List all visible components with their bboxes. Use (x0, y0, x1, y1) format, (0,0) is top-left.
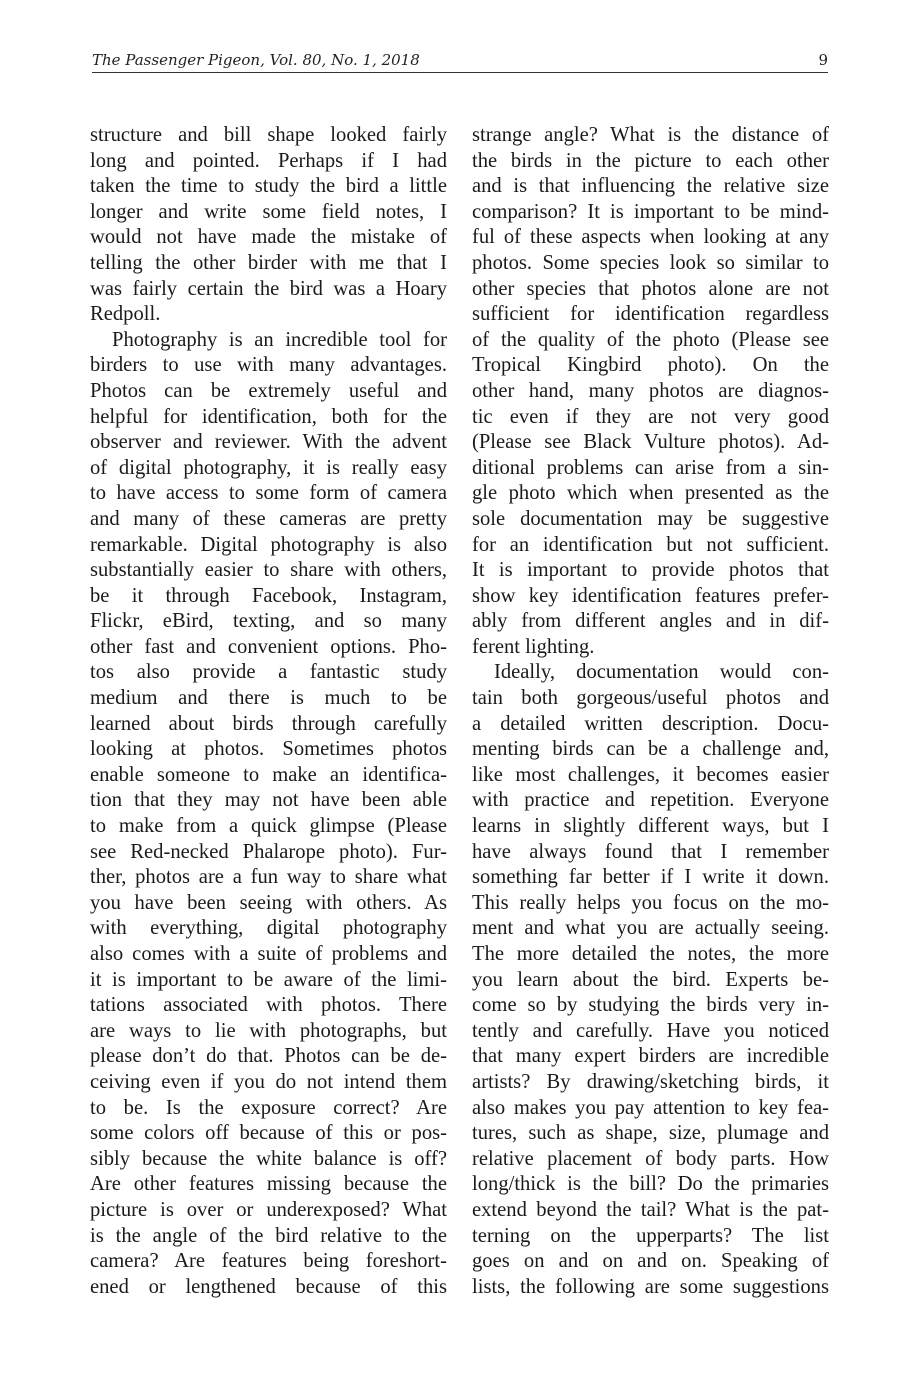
text-line: long and pointed. Perhaps if I had (90, 149, 447, 172)
text-line: The more detailed the notes, the more (472, 943, 829, 965)
text-line: sole documentation may be suggestive (472, 507, 829, 530)
text-line: Redpoll. (90, 303, 161, 326)
text-line: birders to use with many advantages. (90, 354, 447, 377)
text-line: have always found that I remember (472, 840, 829, 863)
text-line: ably from different angles and in dif- (472, 610, 829, 633)
text-line: sufficient for identification regardless (472, 303, 829, 326)
text-line: medium and there is much to be (90, 687, 447, 710)
text-line: that many expert birders are incredible (472, 1045, 829, 1068)
text-line: are ways to lie with photographs, but (90, 1019, 447, 1042)
text-line: of the quality of the photo (Please see (472, 328, 829, 351)
text-line: the birds in the picture to each other (472, 149, 829, 172)
right-column (472, 123, 829, 1300)
text-line: tations associated with photos. There (90, 994, 447, 1017)
text-line: extend beyond the tail? What is the pat- (472, 1198, 829, 1221)
text-line: please don’t do that. Photos can be de- (90, 1045, 447, 1068)
text-line: Photos can be extremely useful and (90, 379, 447, 402)
text-line: comparison? It is important to be mind- (472, 200, 829, 223)
text-line: Flickr, eBird, texting, and so many (90, 610, 447, 633)
text-line: to be. Is the exposure correct? Are (90, 1096, 447, 1119)
text-line: long/thick is the bill? Do the primaries (472, 1173, 829, 1196)
text-line: ment and what you are actually seeing. (472, 917, 829, 940)
text-line: artists? By drawing/sketching birds, it (472, 1070, 829, 1093)
text-line: is the angle of the bird relative to the (90, 1224, 447, 1247)
text-line: tos also provide a fantastic study (90, 661, 447, 684)
text-line: substantially easier to share with others, (90, 559, 447, 582)
text-line: to have access to some form of camera (90, 482, 447, 505)
text-line: menting birds can be a challenge and, (472, 738, 829, 761)
text-line: and many of these cameras are pretty (90, 507, 447, 530)
text-line: lists, the following are some suggestions (472, 1275, 829, 1298)
text-line: tic even if they are not very good (472, 405, 829, 428)
text-line: This really helps you focus on the mo- (472, 891, 829, 914)
text-line: camera? Are features being foreshort- (90, 1250, 447, 1273)
text-line: ful of these aspects when looking at any (472, 226, 829, 249)
text-line: Ideally, documentation would con- (494, 661, 829, 684)
text-line: taken the time to study the bird a little (90, 175, 447, 198)
text-line: a detailed written description. Docu- (472, 712, 829, 735)
text-line: something far better if I write it down. (472, 866, 829, 889)
text-line: Tropical Kingbird photo). On the (472, 354, 829, 377)
text-line: other hand, many photos are diagnos- (472, 379, 829, 402)
text-line: ther, photos are a fun way to share what (90, 866, 447, 889)
text-line: strange angle? What is the distance of (472, 124, 829, 146)
text-line: for an identification but not sufficient. (472, 533, 829, 556)
text-line: learned about birds through carefully (90, 712, 447, 735)
text-line: see Red-necked Phalarope photo). Fur- (90, 840, 447, 863)
text-line: you have been seeing with others. As (90, 891, 447, 914)
text-line: telling the other birder with me that I (90, 251, 447, 274)
text-line: be it through Facebook, Instagram, (90, 584, 447, 607)
text-line: learns in slightly different ways, but I (472, 815, 829, 838)
text-line: observer and reviewer. With the advent (90, 431, 447, 454)
text-line: remarkable. Digital photography is also (90, 533, 447, 556)
text-line: helpful for identification, both for the (90, 405, 447, 428)
text-line: goes on and on and on. Speaking of (472, 1250, 829, 1273)
text-line: like most challenges, it becomes easier (472, 763, 829, 786)
text-line: some colors off because of this or pos- (90, 1122, 447, 1145)
text-line: was fairly certain the bird was a Hoary (90, 277, 447, 300)
header-rule (92, 72, 828, 73)
text-line: Are other features missing because the (90, 1173, 447, 1196)
text-line: other species that photos alone are not (472, 277, 829, 300)
text-line: ditional problems can arise from a sin- (472, 456, 829, 479)
text-line: come so by studying the birds very in- (472, 994, 829, 1017)
text-line: you learn about the bird. Experts be- (472, 968, 829, 991)
text-line: also comes with a suite of problems and (90, 943, 447, 965)
text-line: structure and bill shape looked fairly (90, 124, 447, 146)
text-line: terning on the upperparts? The list (472, 1224, 829, 1247)
text-line: tion that they may not have been able (90, 789, 447, 812)
text-line: with everything, digital photography (90, 917, 447, 940)
text-line: sibly because the white balance is off? (90, 1147, 447, 1170)
text-line: also makes you pay attention to key fea- (472, 1096, 829, 1119)
text-line: ferent lighting. (472, 635, 595, 658)
text-line: would not have made the mistake of (90, 226, 447, 249)
text-line: it is important to be aware of the limi- (90, 968, 447, 991)
running-head (92, 50, 828, 70)
text-line: enable someone to make an identifica- (90, 763, 447, 786)
text-line: show key identification features prefer- (472, 584, 829, 607)
text-line: to make from a quick glimpse (Please (90, 815, 447, 838)
text-line: (Please see Black Vulture photos). Ad- (472, 431, 829, 454)
text-line: of digital photography, it is really easy (90, 456, 447, 479)
text-line: relative placement of body parts. How (472, 1147, 829, 1170)
left-column (90, 123, 447, 1300)
text-line: and is that influencing the relative size (472, 175, 829, 198)
text-line: It is important to provide photos that (472, 559, 829, 582)
text-line: looking at photos. Sometimes photos (90, 738, 447, 761)
text-line: other fast and convenient options. Pho- (90, 635, 447, 658)
text-line: tain both gorgeous/useful photos and (472, 687, 829, 710)
journal-citation: The Passenger Pigeon, Vol. 80, No. 1, 2018 (92, 51, 420, 69)
text-line: photos. Some species look so similar to (472, 251, 829, 274)
text-line: with practice and repetition. Everyone (472, 789, 829, 812)
text-line: tently and carefully. Have you noticed (472, 1019, 829, 1042)
page-number: 9 (818, 51, 828, 69)
text-line: gle photo which when presented as the (472, 482, 829, 505)
text-line: picture is over or underexposed? What (90, 1198, 447, 1221)
text-line: tures, such as shape, size, plumage and (472, 1122, 829, 1145)
text-line: ceiving even if you do not intend them (90, 1070, 447, 1093)
text-line: longer and write some field notes, I (90, 200, 447, 223)
text-line: Photography is an incredible tool for (112, 328, 447, 351)
text-line: ened or lengthened because of this (90, 1275, 447, 1298)
